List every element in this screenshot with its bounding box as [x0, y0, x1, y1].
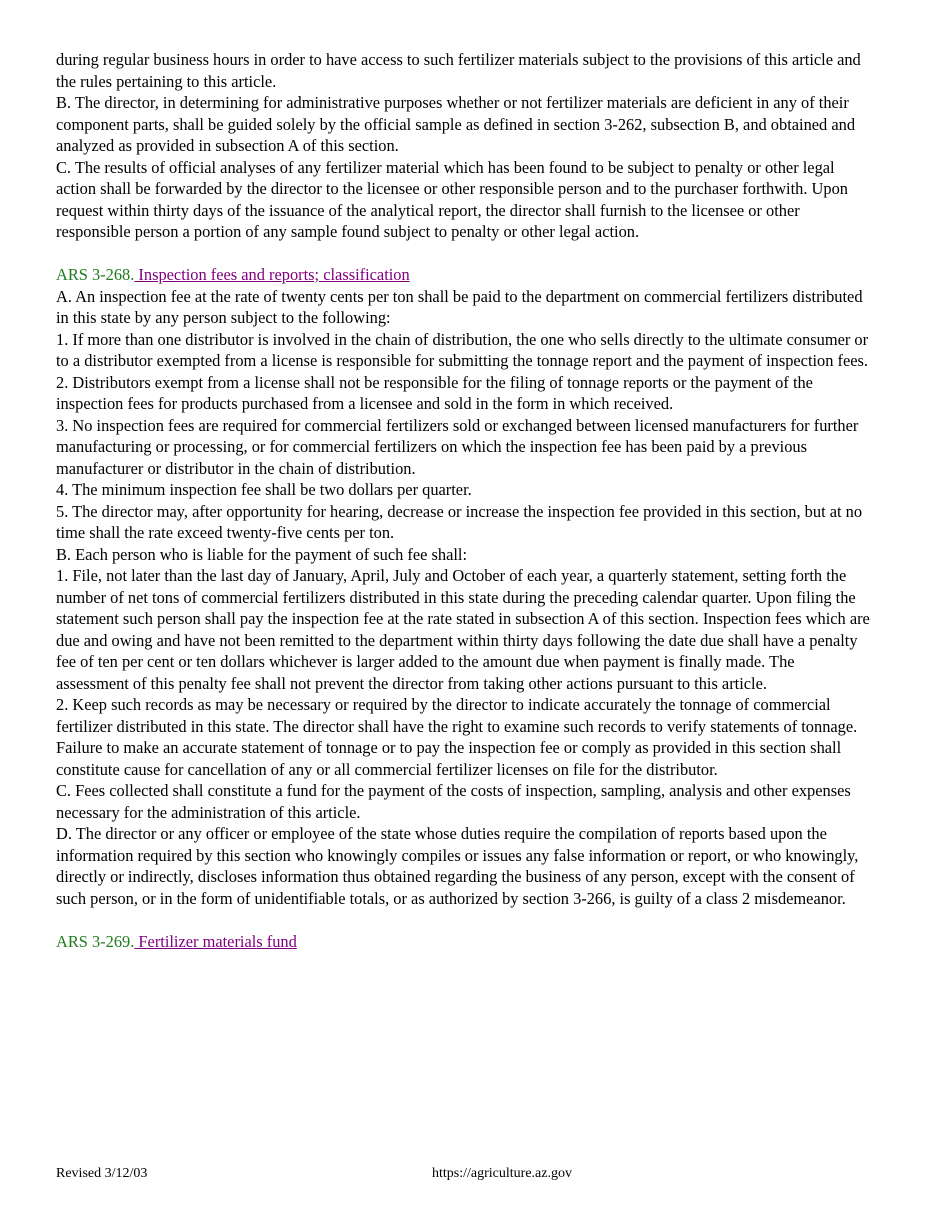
section-paragraph: 1. File, not later than the last day of January, April, July and October of each year, a quarterly statement, setting forth the number of net tons of commercial fertilizers distributed in this state during the preceding calendar quarter. Upon filing the statement such person shall pay the inspection fee at the rate stated in subsection A of this section. Inspection fees which are due and owing and have not been remitted to the department within thirty days following the date due shall have a penalty fee of ten per cent or ten dollars whichever is larger added to the amount due when payment is finally made. The assessment of this penalty fee shall not prevent the director from taking other actions pursuant to this article. — [56, 566, 870, 693]
section-paragraph: 2. Keep such records as may be necessary or required by the director to indicate accurately the tonnage of commercial fertilizer distributed in this state. The director shall have the right to examine such records to verify statements of tonnage. Failure to make an accurate statement of tonnage or to pay the inspection fee or comply as provided in this section shall constitute cause for cancellation of any or all commercial fertilizer licenses on file for the distributor. — [56, 695, 858, 779]
footer-revised-date: Revised 3/12/03 — [56, 1166, 148, 1181]
section-paragraph: D. The director or any officer or employee of the state whose duties require the compilation of reports based upon the information required by this section who knowingly compiles or issues any false information or report, or who knowingly, directly or indirectly, discloses information thus obtained regarding the business of any person, except with the consent of such person, or in the form of unidentifiable totals, or as authorized by section 3-266, is guilty of a class 2 misdemeanor. — [56, 824, 859, 908]
section-paragraph: 4. The minimum inspection fee shall be two dollars per quarter. — [56, 480, 472, 499]
document-body — [56, 49, 871, 952]
section-paragraph: 5. The director may, after opportunity for hearing, decrease or increase the inspection fee provided in this section, but at no time shall the rate exceed twenty-five cents per ton. — [56, 501, 863, 542]
intro-paragraph: during regular business hours in order to have access to such fertilizer materials subject to the provisions of this article and the rules pertaining to this article. — [56, 50, 861, 91]
section-number: ARS 3-268. — [56, 265, 135, 284]
section-number: ARS 3-269. — [56, 931, 135, 951]
section-paragraph: A. An inspection fee at the rate of twenty cents per ton shall be paid to the department on commercial fertilizers distributed in this state by any person subject to the following: — [56, 286, 863, 327]
section-title-link[interactable]: Inspection fees and reports; classification — [134, 265, 410, 284]
section-paragraph: C. Fees collected shall constitute a fund for the payment of the costs of inspection, sampling, analysis and other expenses necessary for the administration of this article. — [56, 781, 851, 822]
footer-url: https://agriculture.az.gov — [432, 1166, 572, 1181]
section-paragraph: 2. Distributors exempt from a license shall not be responsible for the filing of tonnage reports or the payment of the inspection fees for products purchased from a licensee and sold in the form in which received. — [56, 372, 813, 413]
section-heading-3-269 — [56, 931, 871, 953]
intro-paragraph: B. The director, in determining for administrative purposes whether or not fertilizer materials are deficient in any of their component parts, shall be guided solely by the official sample as defined in section 3-262, subsection B, and obtained and analyzed as provided in subsection A of this section. — [56, 93, 856, 155]
section-title-link[interactable]: Fertilizer materials fund — [134, 931, 297, 951]
section-heading-3-268 — [56, 264, 871, 286]
section-paragraph: B. Each person who is liable for the payment of such fee shall: — [56, 544, 468, 564]
section-paragraph: 1. If more than one distributor is involved in the chain of distribution, the one who sells directly to the ultimate consumer or to a distributor exempted from a license is responsible for submitting the tonnage report and the payment of inspection fees. — [56, 329, 869, 370]
intro-paragraph: C. The results of official analyses of any fertilizer material which has been found to be subject to penalty or other legal action shall be forwarded by the director to the licensee or other responsible person and to the purchaser forthwith. Upon request within thirty days of the issuance of the analytical report, the director shall furnish to the licensee or other responsible person a portion of any sample found subject to penalty or other legal action. — [56, 157, 848, 241]
section-paragraph: 3. No inspection fees are required for commercial fertilizers sold or exchanged between licensed manufacturers for further manufacturing or processing, or for commercial fertilizers on which the inspection fee has been paid by a previous manufacturer or distributor in the chain of distribution. — [56, 415, 859, 478]
